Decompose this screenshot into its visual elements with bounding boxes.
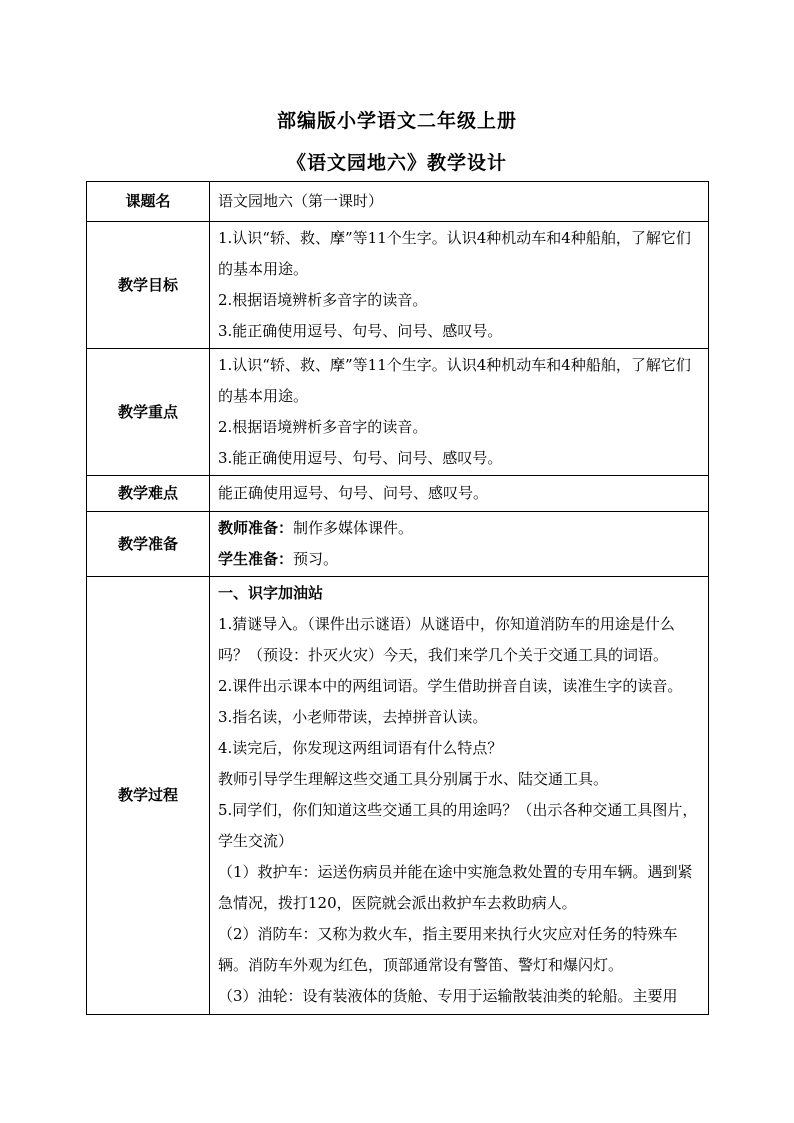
- process-cell: [210, 577, 709, 1015]
- goal-item: 1.认识“轿、救、摩”等11个生字。认识4种机动车和4种船舶，了解它们的基本用途。: [218, 229, 691, 278]
- process-paragraph: （3）油轮：设有装液体的货舱、专用于运输散装油类的轮船。主要用: [218, 987, 678, 1005]
- teacher-prep-label: 教师准备：: [218, 519, 294, 537]
- goal-item: 3.能正确使用逗号、句号、问号、感叹号。: [218, 322, 503, 340]
- table-row-goals: [87, 222, 709, 349]
- process-paragraph: 4.读完后，你发现这两组词语有什么特点？: [218, 739, 503, 757]
- document-title: 部编版小学语文二年级上册: [276, 110, 517, 132]
- topic-value: 语文园地六（第一课时）: [210, 182, 709, 222]
- goals-cell: [210, 222, 709, 349]
- difficulty-value: 能正确使用逗号、句号、问号、感叹号。: [210, 476, 709, 512]
- process-paragraph: 3.指名读，小老师带读，去掉拼音认读。: [218, 708, 488, 726]
- difficulty-label: 教学难点: [87, 476, 210, 512]
- process-paragraph: 5.同学们，你们知道这些交通工具的用途吗？（出示各种交通工具图片，学生交流）: [218, 801, 698, 850]
- goals-label: 教学目标: [87, 222, 210, 349]
- document-subtitle: 《语文园地六》教学设计: [286, 152, 507, 174]
- process-paragraph: 2.课件出示课本中的两组词语。学生借助拼音自读，读准生字的读音。: [218, 677, 683, 695]
- preparation-cell: [210, 512, 709, 577]
- table-row-difficulty: [87, 476, 709, 512]
- lesson-plan-table: [86, 181, 709, 1015]
- topic-label: 课题名: [87, 182, 210, 222]
- section-heading: 一、识字加油站: [218, 584, 324, 602]
- table-row-process: [87, 577, 709, 1015]
- preparation-label: 教学准备: [87, 512, 210, 577]
- focus-cell: [210, 349, 709, 476]
- table-row-topic: [87, 182, 709, 222]
- process-paragraph: 1.猜谜导入。（课件出示谜语）从谜语中，你知道消防车的用途是什么吗？（预设：扑灭火灾）今天，我们来学几个关于交通工具的词语。: [218, 615, 675, 664]
- student-prep-line: [218, 544, 702, 575]
- process-paragraph: 教师引导学生理解这些交通工具分别属于水、陆交通工具。: [218, 770, 609, 788]
- goal-item: 2.根据语境辨析多音字的读音。: [218, 291, 428, 309]
- focus-label: 教学重点: [87, 349, 210, 476]
- teacher-prep-text: 制作多媒体课件。: [293, 519, 414, 537]
- process-label: 教学过程: [87, 577, 210, 1015]
- table-row-preparation: [87, 512, 709, 577]
- focus-item: 2.根据语境辨析多音字的读音。: [218, 418, 428, 436]
- student-prep-label: 学生准备：: [218, 550, 294, 568]
- process-paragraph: （2）消防车：又称为救火车，指主要用来执行火灾应对任务的特殊车辆。消防车外观为红色，顶部通常设有警笛、警灯和爆闪灯。: [218, 925, 678, 974]
- focus-item: 1.认识“轿、救、摩”等11个生字。认识4种机动车和4种船舶，了解它们的基本用途。: [218, 356, 691, 405]
- student-prep-text: 预习。: [293, 550, 339, 568]
- process-paragraph: （1）救护车：运送伤病员并能在途中实施急救处置的专用车辆。遇到紧急情况，拨打120，医院就会派出救护车去救助病人。: [218, 863, 693, 912]
- focus-item: 3.能正确使用逗号、句号、问号、感叹号。: [218, 449, 503, 467]
- table-row-focus: [87, 349, 709, 476]
- teacher-prep-line: [218, 513, 702, 544]
